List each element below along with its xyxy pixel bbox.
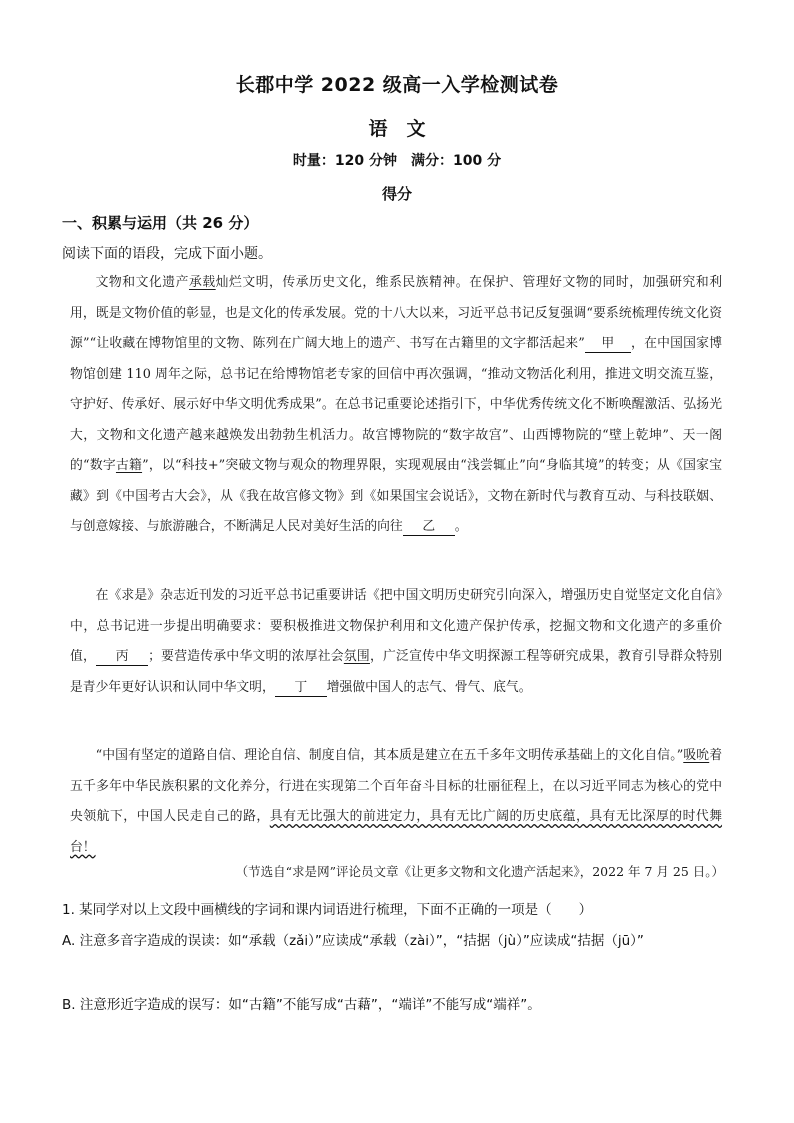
text: 。 [454, 519, 468, 534]
passage-paragraph-2 [70, 581, 722, 703]
blank-ding: 丁 [275, 680, 327, 697]
blank-bing: 丙 [96, 649, 148, 666]
section-heading: 一、积累与运用（共 26 分） [62, 214, 259, 232]
passage-paragraph-1 [70, 268, 722, 543]
option-a: A. 注意多音字造成的误读：如“承载（zǎi）”应读成“承载（zài）”，“拮据（jù）”应读成“拮据（jū）” [62, 933, 644, 949]
text: ；要营造传承中华文明的浓厚社会 [148, 649, 344, 664]
text: 灿烂文明，传承历史文化，维系民族精神。在保护、管理好文物的同时，加强研究和利用，既是文物价值的彰显，也是文化的传承发展。党的十八大以来，习近平总书记反复强调“要系统梳理传统文化资源”“让收藏在博物馆里的文物、陈列在广阔大地上的遗产、书写在古籍里的文字都活起来” [70, 275, 723, 351]
text: 增强做中国人的志气、骨气、底气。 [326, 679, 532, 695]
text: ，在中国国家博物馆创建 110 周年之际，总书记在给博物馆老专家的回信中再次强调，“推动文物活化利用，推进文明交流互鉴，守护好、传承好、展示好中华文明优秀成果”。在总书记重要论述指引下，中华优秀传统文化不断唤醒激活、弘扬光大，文物和文化遗产越来越焕发出勃勃生机活力。故宫博物院的“数字故宫”、山西博物院的“壁上乾坤”、天一阁的“数字 [70, 336, 722, 473]
blank-jia: 甲 [585, 336, 631, 353]
underlined-word: 承载 [188, 275, 216, 290]
text: 着五千多年中华民族积累的文化养分，行进在实现第二个百年奋斗目标的壮丽征程上，在以习近平同志为核心的党中央领航下，中国人民走自己的路， [70, 748, 723, 824]
text: ”，以“科技+”突破文物与观众的物理界限，实现观展由“浅尝辄止”向“身临其境”的转变；从《国家宝藏》到《中国考古大会》，从《我在故宫修文物》到《如果国宝会说话》，文物在新时代与教育互动、与科技联姻、与创意嫁接、与旅游融合，不断满足人民对美好生活的向往 [70, 458, 723, 534]
blank-yi: 乙 [403, 519, 455, 536]
subject-title: 语 文 [368, 118, 426, 140]
underlined-word: 古籍 [115, 458, 143, 473]
section-instruction: 阅读下面的语段，完成下面小题。 [62, 246, 272, 262]
text: “中国有坚定的道路自信、理论自信、制度自信，其本质是建立在五千多年文明传承基础上的文化自信。” [95, 748, 684, 763]
underlined-word: 吸吮 [683, 748, 710, 763]
underlined-word: 氛围 [343, 649, 370, 664]
text: ，广泛宣传中华文明探源工程等研究成果，教育引导群众特别是青少年更好认识和认同中华文明， [70, 649, 723, 695]
passage-source: （节选自“求是网”评论员文章《让更多文物和文化遗产活起来》，2022 年 7 月 25 日。） [235, 864, 724, 879]
score-label: 得分 [381, 185, 412, 203]
passage-paragraph-3 [70, 741, 722, 863]
exam-title: 长郡中学 2022 级高一入学检测试卷 [235, 74, 559, 96]
wavy-underlined-sentence: 具有无比强大的前进定力，具有无比广阔的历史底蕴，具有无比深厚的时代舞台！ [70, 809, 723, 855]
question-1: 1. 某同学对以上文段中画横线的字词和课内词语进行梳理，下面不正确的一项是（ ） [62, 902, 593, 918]
exam-meta: 时量：120 分钟 满分：100 分 [292, 153, 502, 169]
option-b: B. 注意形近字造成的误写：如“古籍”不能写成“古藉”，“端详”不能写成“端祥”。 [62, 997, 541, 1013]
text: 在《求是》杂志近刊发的习近平总书记重要讲话《把中国文明历史研究引向深入，增强历史自觉坚定文化自信》中，总书记进一步提出明确要求：要积极推进文物保护利用和文化遗产保护传承，挖掘文物和文化遗产的多重价值， [70, 588, 722, 664]
text: 文物和文化遗产 [95, 275, 189, 290]
